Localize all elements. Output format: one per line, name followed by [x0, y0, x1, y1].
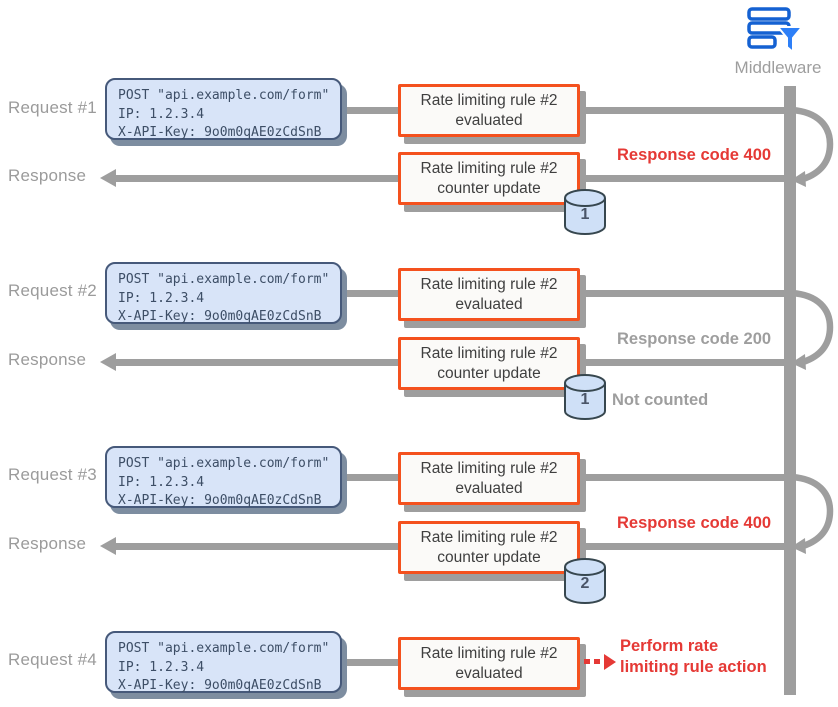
request1-line-segment — [578, 107, 790, 114]
payload-method-line: POST "api.example.com/form" — [118, 272, 330, 287]
response1-arrowhead-icon — [100, 169, 116, 187]
request3-line-segment — [340, 474, 400, 481]
rule-box-text: counter update — [437, 548, 541, 566]
rate-action-note-line: Perform rate — [620, 637, 719, 655]
rule-box-text: evaluated — [455, 664, 523, 682]
rule-box-text: evaluated — [455, 479, 523, 497]
payload-ip-line: IP: 1.2.3.4 — [118, 659, 205, 675]
dashed-action-arrow — [594, 659, 600, 664]
loop-arc-3 — [790, 471, 836, 557]
request2-line-segment — [578, 290, 790, 297]
rule-box-text: Rate limiting rule #2 — [420, 644, 558, 662]
counter-value-1: 1 — [580, 206, 590, 223]
lane-label-response-3: Response — [8, 534, 87, 553]
response3-arrowhead-icon — [100, 537, 116, 555]
counter-value-2: 1 — [580, 391, 590, 408]
rule-box-text: Rate limiting rule #2 — [420, 344, 558, 362]
request2-line-segment — [340, 290, 400, 297]
rule-box-text: Rate limiting rule #2 — [420, 159, 558, 177]
rule-counter-box-1 — [398, 152, 580, 205]
payload-ip-line: IP: 1.2.3.4 — [118, 106, 205, 122]
counter-value-3: 2 — [580, 575, 590, 592]
lane-label-request-2: Request #2 — [8, 281, 97, 300]
rule-box-text: Rate limiting rule #2 — [420, 91, 558, 109]
request-payload-box-1 — [105, 78, 342, 140]
brand-logo-icon — [742, 5, 806, 55]
request3-line-segment — [578, 474, 790, 481]
rule-counter-box-3 — [398, 521, 580, 574]
rule-box-text: evaluated — [455, 295, 523, 313]
request-payload-box-3 — [105, 446, 342, 508]
payload-method-line: POST "api.example.com/form" — [118, 641, 330, 656]
rule-evaluated-box-2 — [398, 268, 580, 321]
lane-label-response-2: Response — [8, 350, 87, 369]
rule-box-text: Rate limiting rule #2 — [420, 275, 558, 293]
payload-apikey-line: X-API-Key: 9o0m0qAE0zCdSnB — [118, 493, 322, 508]
response3-code-note: Response code 400 — [617, 514, 772, 532]
request4-line-segment — [340, 659, 400, 666]
response2-code-note: Response code 200 — [617, 330, 772, 348]
loop-arc-1 — [790, 104, 836, 190]
response2-counter-note: Not counted — [612, 391, 709, 409]
payload-method-line: POST "api.example.com/form" — [118, 456, 330, 471]
request1-line-segment — [340, 107, 400, 114]
rule-box-text: counter update — [437, 179, 541, 197]
request-payload-box-4 — [105, 631, 342, 693]
payload-apikey-line: X-API-Key: 9o0m0qAE0zCdSnB — [118, 125, 322, 140]
rule-box-text: Rate limiting rule #2 — [420, 459, 558, 477]
loop-arc-2 — [790, 287, 836, 373]
response2-arrowhead-icon — [100, 353, 116, 371]
rate-action-note-line: limiting rule action — [620, 658, 767, 676]
lane-label-request-1: Request #1 — [8, 98, 97, 117]
rule-box-text: counter update — [437, 364, 541, 382]
payload-ip-line: IP: 1.2.3.4 — [118, 474, 205, 490]
rule-evaluated-box-4 — [398, 637, 580, 690]
rate-action-note — [620, 636, 767, 678]
response1-code-note: Response code 400 — [617, 146, 772, 164]
rule-evaluated-box-3 — [398, 452, 580, 505]
lane-label-response-1: Response — [8, 166, 87, 185]
dashed-action-arrow — [584, 659, 590, 664]
rule-box-text: evaluated — [455, 111, 523, 129]
payload-ip-line: IP: 1.2.3.4 — [118, 290, 205, 306]
payload-apikey-line: X-API-Key: 9o0m0qAE0zCdSnB — [118, 309, 322, 324]
dashed-action-arrowhead-icon — [604, 654, 616, 670]
rule-box-text: Rate limiting rule #2 — [420, 528, 558, 546]
lane-label-request-3: Request #3 — [8, 465, 97, 484]
request-payload-box-2 — [105, 262, 342, 324]
payload-apikey-line: X-API-Key: 9o0m0qAE0zCdSnB — [118, 678, 322, 693]
lane-label-request-4: Request #4 — [8, 650, 97, 669]
rule-evaluated-box-1 — [398, 84, 580, 137]
payload-method-line: POST "api.example.com/form" — [118, 88, 330, 103]
brand-name: Middleware — [734, 58, 822, 77]
rule-counter-box-2 — [398, 337, 580, 390]
